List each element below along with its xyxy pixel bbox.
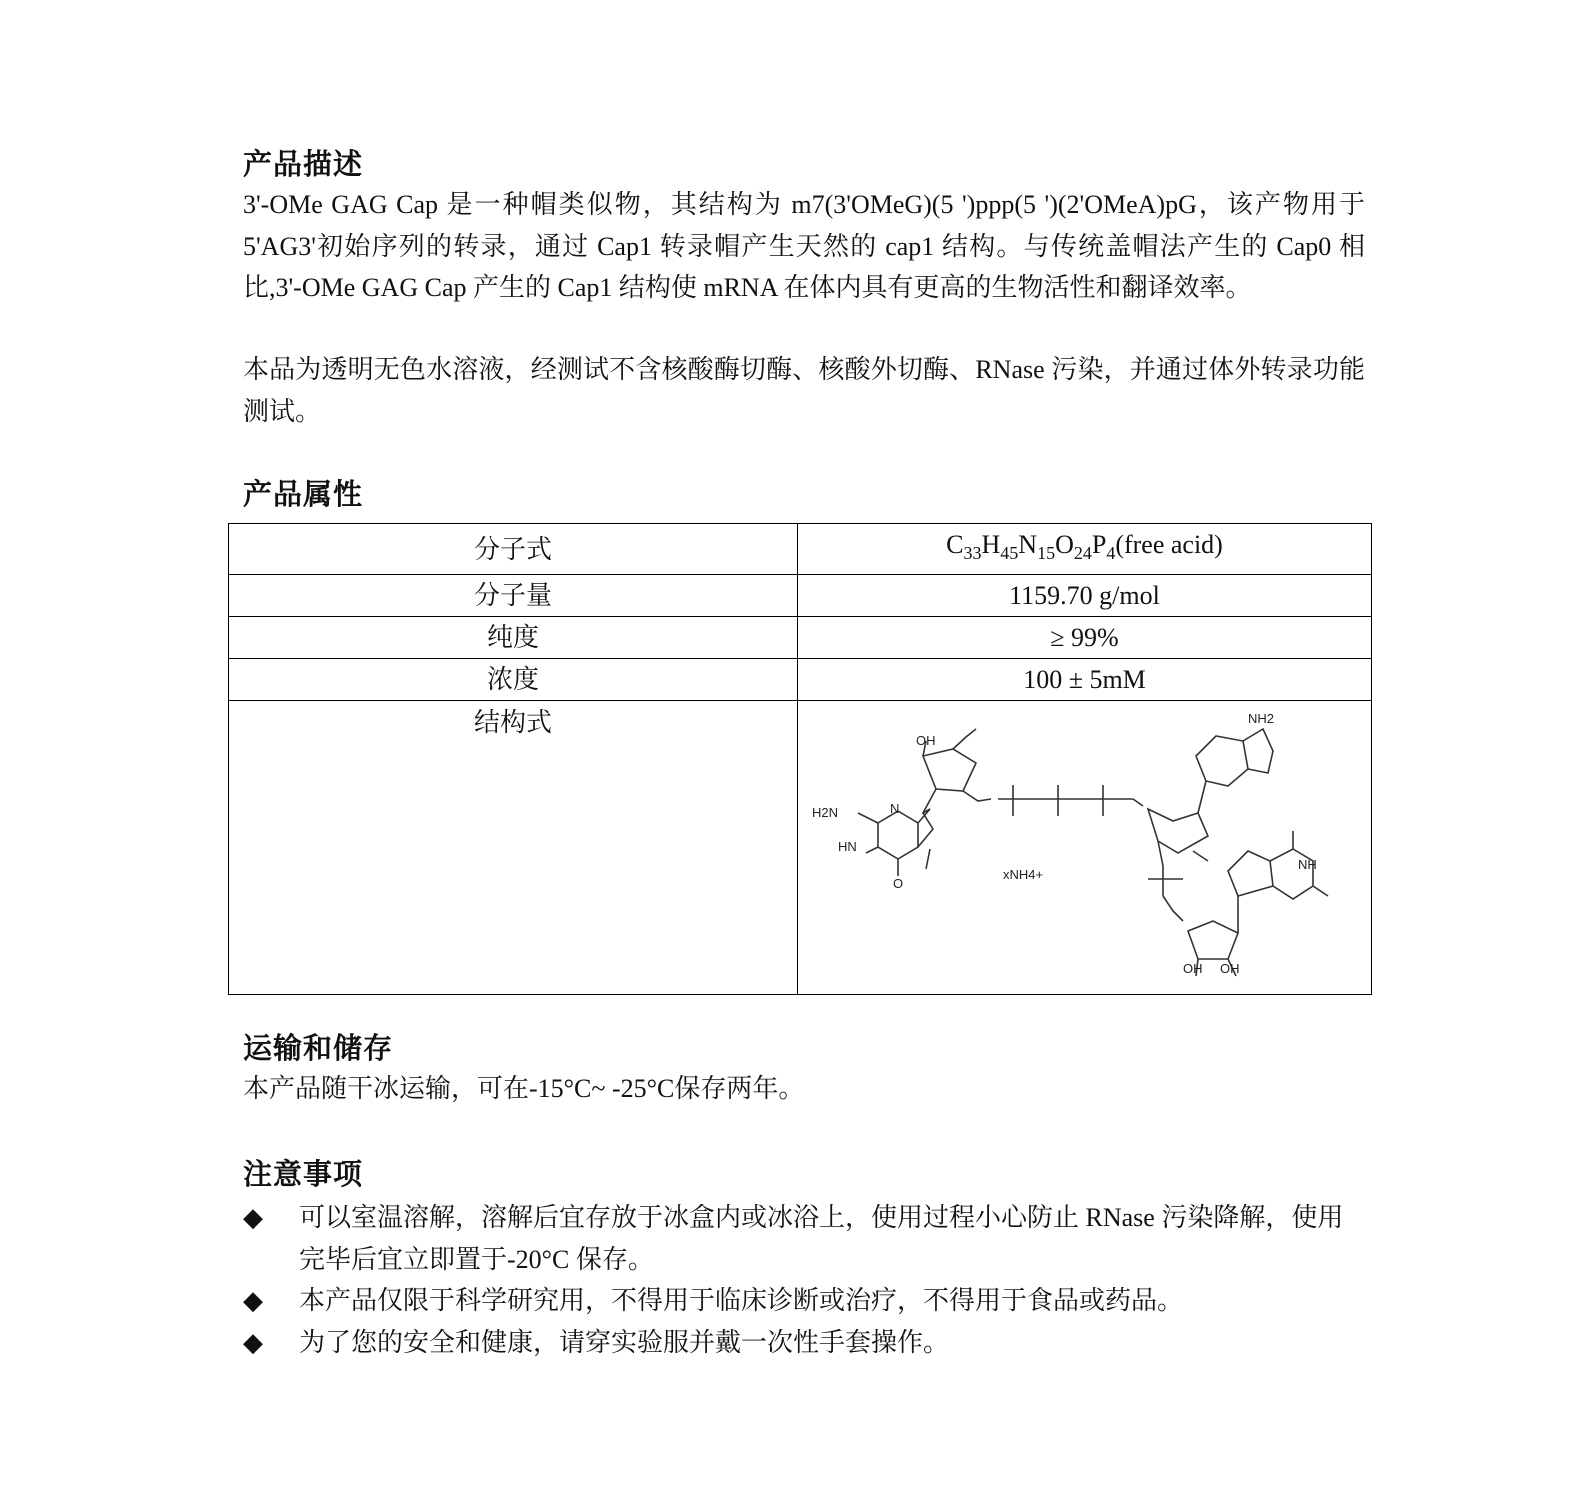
structure-text: xNH4+ bbox=[1003, 867, 1044, 883]
storage-text: 本产品随干冰运输，可在-15°C~ -25°C保存两年。 bbox=[243, 1074, 805, 1103]
chemical-structure-image bbox=[798, 701, 1372, 991]
table-row bbox=[229, 524, 1372, 575]
list-item bbox=[243, 1322, 1365, 1364]
structure-text: NH2 bbox=[1248, 711, 1275, 727]
properties-heading: 产品属性 bbox=[243, 477, 364, 511]
formula-label: 分子式 bbox=[229, 524, 798, 575]
table-row bbox=[229, 617, 1372, 659]
description-paragraph-2: 本品为透明无色水溶液，经测试不含核酸酶切酶、核酸外切酶、RNase 污染，并通过体外转录功能测试。 bbox=[243, 355, 1365, 426]
table-row bbox=[229, 575, 1372, 617]
list-item bbox=[243, 1280, 1365, 1322]
properties-table bbox=[228, 523, 1372, 995]
concentration-value: 100 ± 5mM bbox=[798, 659, 1372, 701]
purity-value: ≥ 99% bbox=[798, 617, 1372, 659]
table-row bbox=[229, 659, 1372, 701]
structure-cell bbox=[798, 701, 1372, 995]
diamond-bullet-icon: ◆ bbox=[243, 1203, 263, 1232]
structure-text: OH bbox=[1220, 961, 1240, 977]
structure-text: O bbox=[893, 876, 904, 892]
structure-text: OH bbox=[916, 733, 936, 749]
structure-label: 结构式 bbox=[229, 701, 798, 995]
storage-heading: 运输和储存 bbox=[243, 1031, 394, 1065]
diamond-bullet-icon: ◆ bbox=[243, 1286, 263, 1315]
mw-value: 1159.70 g/mol bbox=[798, 575, 1372, 617]
structure-text: H2N bbox=[812, 805, 839, 821]
structure-text: NH bbox=[1298, 857, 1317, 873]
description-paragraph-1: 3'-OMe GAG Cap 是一种帽类似物，其结构为 m7(3'OMeG)(5 ')ppp(5 ')(2'OMeA)pG，该产物用于 5'AG3'初始序列的转录，通过 Cap1 转录帽产生天然的 cap1 结构。与传统盖帽法产生的 Cap0 相比,3'-OMe GAG Cap 产生的 Cap1 结构使 mRNA 在体内具有更高的生物活性和翻译效率。 bbox=[243, 190, 1365, 302]
note-text: 本产品仅限于科学研究用，不得用于临床诊断或治疗，不得用于食品或药品。 bbox=[299, 1286, 1184, 1315]
mw-label: 分子量 bbox=[229, 575, 798, 617]
note-text: 可以室温溶解，溶解后宜存放于冰盒内或冰浴上，使用过程小心防止 RNase 污染降解，使用完毕后宜立即置于-20°C 保存。 bbox=[299, 1203, 1344, 1274]
structure-text: HN bbox=[838, 839, 857, 855]
purity-label: 纯度 bbox=[229, 617, 798, 659]
table-row bbox=[229, 701, 1372, 995]
list-item bbox=[243, 1197, 1365, 1280]
note-text: 为了您的安全和健康，请穿实验服并戴一次性手套操作。 bbox=[299, 1327, 950, 1357]
notes-list bbox=[243, 1197, 1365, 1363]
notes-heading: 注意事项 bbox=[243, 1157, 364, 1191]
concentration-label: 浓度 bbox=[229, 659, 798, 701]
diamond-bullet-icon: ◆ bbox=[243, 1327, 263, 1357]
formula-value: $C_{33}H_{45}N_{15}O_{24}P_4(free$ acid) bbox=[798, 524, 1372, 575]
description-heading: 产品描述 bbox=[243, 147, 364, 181]
structure-text: OH bbox=[1183, 961, 1203, 977]
structure-text: N bbox=[890, 801, 900, 817]
